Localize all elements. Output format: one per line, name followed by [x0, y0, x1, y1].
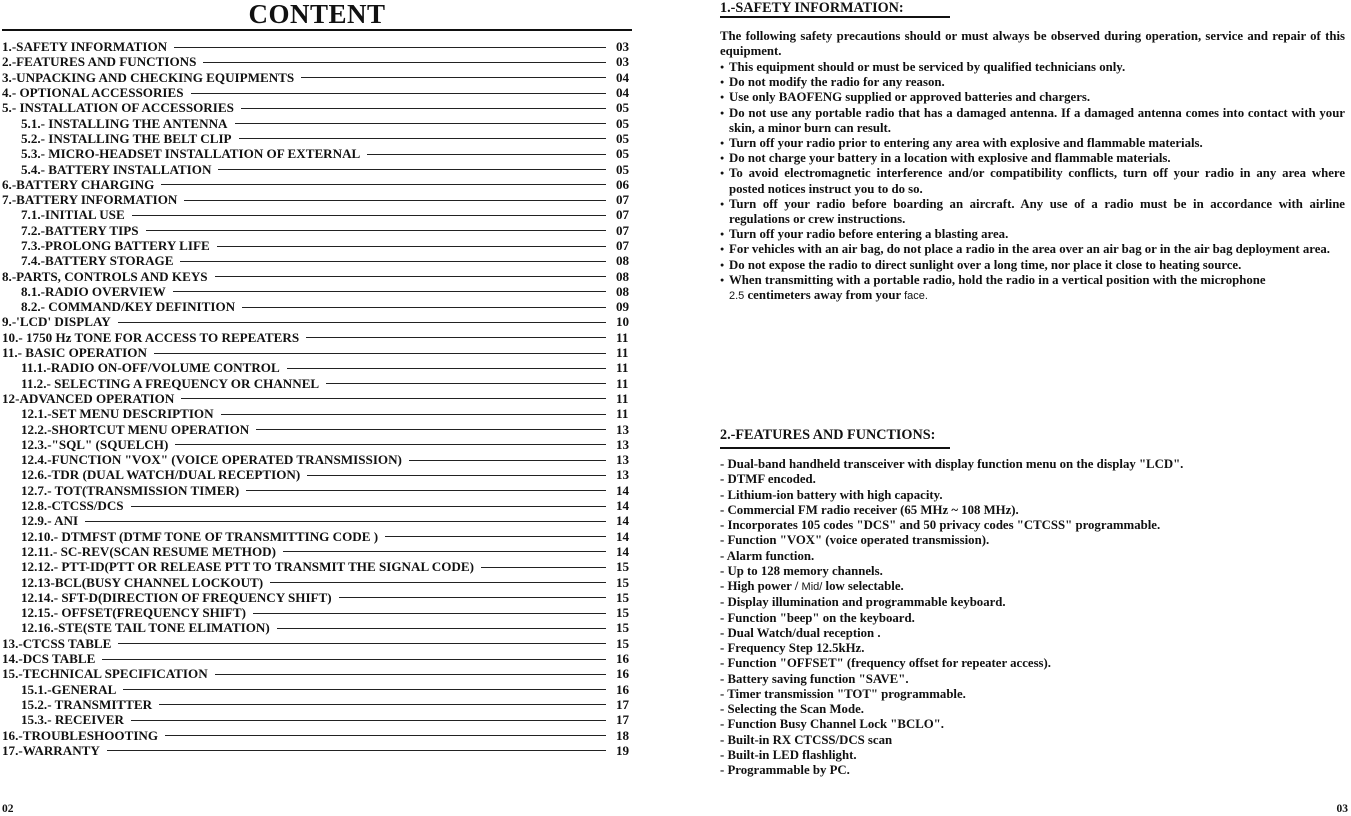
toc-entry-label: 8.1.-RADIO OVERVIEW: [21, 283, 166, 299]
toc-entry-label: 12.16.-STE(STE TAIL TONE ELIMATION): [21, 620, 270, 636]
feature-item: - Programmable by PC.: [720, 763, 850, 777]
safety-section-title: 1.-SAFETY INFORMATION:: [720, 0, 904, 16]
toc-entry: [2, 513, 638, 528]
toc-leader-line: [241, 108, 606, 109]
feature-item: - Dual Watch/dual reception .: [720, 625, 881, 640]
right-page-number: 03: [1336, 803, 1348, 815]
toc-leader-line: [184, 200, 606, 201]
toc-entry-page: 19: [616, 742, 630, 758]
toc-leader-line: [215, 276, 606, 277]
toc-entry: [2, 651, 638, 666]
toc-leader-line: [270, 582, 606, 583]
toc-entry-page: 07: [616, 192, 630, 208]
toc-entry-label: 7.1.-INITIAL USE: [21, 207, 125, 223]
toc-entry: [2, 376, 638, 391]
toc-entry-page: 14: [616, 482, 630, 498]
toc-entry: [2, 131, 638, 146]
toc-entry: [2, 177, 638, 192]
toc-entry-page: 05: [616, 115, 630, 131]
feature-item: - Function "VOX" (voice operated transmission).: [720, 533, 990, 548]
toc-entry: [2, 712, 638, 727]
toc-entry-page: 15: [616, 559, 630, 575]
toc-entry-label: 15.3.- RECEIVER: [21, 712, 124, 728]
toc-entry-page: 17: [616, 696, 630, 712]
toc-entry: [2, 146, 638, 161]
toc-entry-page: 07: [616, 222, 630, 238]
toc-entry-label: 12-ADVANCED OPERATION: [2, 390, 175, 406]
toc-leader-line: [246, 490, 606, 491]
toc-entry-label: 12.10.- DTMFST (DTMF TONE OF TRANSMITTING CODE ): [21, 528, 379, 544]
toc-entry: [2, 636, 638, 651]
toc-entry-label: 13.-CTCSS TABLE: [2, 635, 112, 651]
toc-entry-label: 7.3.-PROLONG BATTERY LIFE: [21, 238, 210, 253]
toc-entry: [2, 727, 638, 742]
toc-entry-label: 4.- OPTIONAL ACCESSORIES: [2, 85, 184, 101]
safety-distance: 2.5: [729, 290, 745, 303]
toc-entry-label: 5.- INSTALLATION OF ACCESSORIES: [2, 100, 234, 116]
left-page: [0, 0, 660, 816]
safety-item: ● Turn off your radio before boarding an aircraft. Any use of a radio must be in accordance with airline regulations or crew instructions.: [720, 197, 1345, 227]
safety-title-rule: [720, 16, 950, 18]
safety-item: [720, 273, 1345, 304]
feature-item: - Function "OFFSET" (frequency offset for repeater access).: [720, 656, 1051, 671]
toc-entry: [2, 238, 638, 253]
feature-item: - Commercial FM radio receiver (65 MHz ~ 108 MHz).: [720, 502, 1019, 517]
safety-item: ● Do not modify the radio for any reason.: [720, 75, 1345, 90]
toc-entry-page: 13: [616, 467, 630, 483]
toc-entry-page: 05: [616, 130, 630, 146]
toc-leader-line: [283, 551, 606, 552]
toc-entry-label: 6.-BATTERY CHARGING: [2, 176, 155, 192]
toc-entry-page: 05: [616, 146, 630, 162]
safety-item: ● Turn off your radio before entering a blasting area.: [720, 227, 1345, 242]
safety-item: ● Turn off your radio prior to entering any area with explosive and flammable materials.: [720, 136, 1345, 151]
safety-item: ● Do not expose the radio to direct sunlight over a long time, nor place it close to heating source.: [720, 258, 1345, 273]
safety-item-text: When transmitting with a portable radio, hold the radio in a vertical position with the microphone: [729, 272, 1266, 287]
toc-entry: [2, 498, 638, 513]
toc-leader-line: [287, 368, 606, 369]
toc-entry: [2, 223, 638, 238]
safety-list: [720, 60, 1345, 304]
toc-leader-line: [118, 322, 606, 323]
toc-entry-label: 12.1.-SET MENU DESCRIPTION: [21, 406, 214, 422]
toc-entry-page: 05: [616, 100, 630, 116]
toc-entry-label: 2.-FEATURES AND FUNCTIONS: [2, 54, 197, 70]
toc-entry-label: 5.2.- INSTALLING THE BELT CLIP: [21, 130, 232, 146]
toc-leader-line: [277, 628, 606, 629]
toc-entry: [2, 70, 638, 85]
toc-entry: [2, 421, 638, 436]
toc-entry-page: 14: [616, 513, 630, 529]
safety-item: ● Do not charge your battery in a location with explosive and flammable materials.: [720, 151, 1345, 166]
toc-title: CONTENT: [248, 0, 386, 29]
toc-leader-line: [409, 460, 606, 461]
toc-leader-line: [181, 398, 606, 399]
toc-entry-page: 14: [616, 543, 630, 559]
feature-item: - Dual-band handheld transceiver with display function menu on the display "LCD".: [720, 457, 1184, 471]
toc-entry-label: 7.-BATTERY INFORMATION: [2, 192, 178, 208]
toc-leader-line: [301, 77, 606, 78]
toc-leader-line: [256, 429, 606, 430]
toc-leader-line: [339, 597, 606, 598]
toc-entry-page: 18: [616, 727, 630, 743]
toc-entry-page: 11: [616, 406, 629, 422]
safety-item: ● For vehicles with an air bag, do not place a radio in the area over an air bag or in the air bag deployment area.: [720, 242, 1345, 257]
feature-item-text: low selectable.: [822, 579, 904, 593]
toc-entry: [2, 207, 638, 222]
toc-entry: [2, 54, 638, 69]
toc-title-rule: [2, 29, 632, 31]
toc-entry-page: 07: [616, 207, 630, 223]
toc-entry-page: 15: [616, 574, 630, 590]
toc-entry: [2, 467, 638, 482]
toc-entry: [2, 559, 638, 574]
toc-entry-page: 15: [616, 589, 630, 605]
toc-leader-line: [161, 184, 606, 185]
toc-entry: [2, 192, 638, 207]
toc-leader-line: [174, 47, 606, 48]
toc-entry: [2, 161, 638, 176]
toc-entry: [2, 605, 638, 620]
toc-leader-line: [235, 123, 606, 124]
toc-entry-page: 03: [616, 39, 630, 55]
toc-entry-page: 11: [616, 360, 629, 376]
toc-leader-line: [242, 307, 606, 308]
toc-leader-line: [165, 735, 606, 736]
toc-entry: [2, 314, 638, 329]
toc-entry: [2, 574, 638, 589]
toc-entry: [2, 697, 638, 712]
feature-item: - Selecting the Scan Mode.: [720, 702, 864, 716]
toc-entry-page: 17: [616, 712, 630, 728]
toc-entry: [2, 681, 638, 696]
safety-item: ● This equipment should or must be serviced by qualified technicians only.: [720, 60, 1345, 75]
table-of-contents: [2, 39, 638, 758]
toc-entry-page: 06: [616, 176, 630, 192]
toc-entry-label: 7.4.-BATTERY STORAGE: [21, 253, 174, 269]
safety-item-text: centimeters away from your: [744, 288, 905, 303]
toc-entry-page: 13: [616, 421, 630, 437]
toc-entry-label: 12.12.- PTT-ID(PTT OR RELEASE PTT TO TRANSMIT THE SIGNAL CODE): [21, 559, 474, 575]
feature-item: - DTMF encoded.: [720, 472, 816, 487]
toc-leader-line: [146, 230, 606, 231]
safety-item: ● Use only BAOFENG supplied or approved batteries and chargers.: [720, 90, 1345, 105]
toc-entry-page: 04: [616, 69, 630, 85]
toc-entry-label: 12.4.-FUNCTION "VOX" (VOICE OPERATED TRANSMISSION): [21, 452, 402, 468]
toc-entry-label: 11.1.-RADIO ON-OFF/VOLUME CONTROL: [21, 360, 280, 376]
toc-leader-line: [180, 261, 606, 262]
toc-entry-page: 14: [616, 528, 630, 544]
safety-item: ● Do not use any portable radio that has a damaged antenna. If a damaged antenna comes into contact with your skin, a minor burn can result.: [720, 106, 1345, 136]
feature-item: - Up to 128 memory channels.: [720, 563, 883, 578]
toc-leader-line: [218, 169, 606, 170]
toc-leader-line: [131, 720, 606, 721]
toc-entry-label: 12.7.- TOT(TRANSMISSION TIMER): [21, 482, 240, 498]
toc-leader-line: [221, 414, 606, 415]
toc-entry-label: 17.-WARRANTY: [2, 742, 100, 758]
toc-leader-line: [367, 154, 606, 155]
feature-item: - Lithium-ion battery with high capacity.: [720, 487, 943, 502]
toc-entry: [2, 406, 638, 421]
toc-entry: [2, 115, 638, 130]
safety-intro: The following safety precautions should or must always be observed during operation, service and repair of this equipment.: [720, 29, 1345, 59]
feature-item: [720, 579, 1345, 595]
feature-item: - Function Busy Channel Lock "BCLO".: [720, 717, 944, 732]
feature-item: - Display illumination and programmable keyboard.: [720, 595, 1006, 610]
toc-leader-line: [326, 383, 606, 384]
toc-entry: [2, 299, 638, 314]
toc-leader-line: [203, 62, 606, 63]
toc-entry-page: 10: [616, 314, 630, 330]
toc-entry-label: 12.15.- OFFSET(FREQUENCY SHIFT): [21, 605, 247, 621]
toc-leader-line: [253, 613, 606, 614]
toc-entry: [2, 529, 638, 544]
toc-entry-label: 11.2.- SELECTING A FREQUENCY OR CHANNEL: [21, 375, 320, 391]
toc-entry: [2, 544, 638, 559]
toc-entry-label: 9.-'LCD' DISPLAY: [2, 314, 111, 330]
toc-entry-label: 12.11.- SC-REV(SCAN RESUME METHOD): [21, 543, 276, 559]
toc-entry-label: 15.2.- TRANSMITTER: [21, 696, 153, 712]
toc-entry-page: 14: [616, 498, 630, 514]
toc-entry: [2, 330, 638, 345]
toc-entry-label: 5.4.- BATTERY INSTALLATION: [21, 161, 212, 177]
toc-entry-label: 12.2.-SHORTCUT MENU OPERATION: [21, 421, 250, 437]
toc-entry-label: 15.-TECHNICAL SPECIFICATION: [2, 666, 208, 682]
toc-entry-page: 03: [616, 54, 630, 70]
feature-item: - Incorporates 105 codes "DCS" and 50 privacy codes "CTCSS" programmable.: [720, 518, 1161, 532]
toc-entry-page: 15: [616, 605, 630, 621]
features-section-title: 2.-FEATURES AND FUNCTIONS:: [720, 427, 936, 443]
toc-leader-line: [173, 291, 606, 292]
toc-leader-line: [154, 353, 606, 354]
feature-item-text: - High power /: [720, 579, 802, 593]
toc-entry-page: 16: [616, 666, 630, 682]
toc-entry-label: 12.3.-"SQL" (SQUELCH): [21, 436, 169, 452]
feature-item: - Timer transmission "TOT" programmable.: [720, 686, 966, 701]
toc-entry-label: 5.3.- MICRO-HEADSET INSTALLATION OF EXTERNAL: [21, 146, 361, 162]
toc-leader-line: [131, 506, 606, 507]
toc-leader-line: [481, 567, 606, 568]
toc-entry: [2, 437, 638, 452]
toc-leader-line: [132, 215, 606, 216]
toc-entry-page: 15: [616, 635, 630, 651]
toc-leader-line: [215, 674, 606, 675]
toc-entry: [2, 360, 638, 375]
toc-entry-page: 11: [616, 329, 629, 345]
toc-entry-label: 12.9.- ANI: [21, 513, 79, 529]
toc-entry: [2, 284, 638, 299]
toc-leader-line: [191, 93, 606, 94]
feature-item: - Built-in RX CTCSS/DCS scan: [720, 732, 893, 747]
toc-entry-page: 13: [616, 452, 630, 468]
toc-entry: [2, 253, 638, 268]
toc-entry-page: 16: [616, 681, 630, 697]
toc-entry: [2, 666, 638, 681]
toc-entry-label: 8.-PARTS, CONTROLS AND KEYS: [2, 268, 208, 284]
left-page-number: 02: [2, 803, 14, 815]
toc-entry: [2, 743, 638, 758]
toc-entry-label: 11.- BASIC OPERATION: [2, 345, 147, 361]
toc-entry: [2, 391, 638, 406]
toc-entry-page: 08: [616, 253, 630, 269]
toc-entry-label: 5.1.- INSTALLING THE ANTENNA: [21, 115, 228, 131]
toc-leader-line: [102, 659, 606, 660]
toc-entry-page: 11: [616, 390, 629, 406]
toc-entry: [2, 85, 638, 100]
feature-power-mid: Mid/: [801, 581, 823, 593]
toc-leader-line: [85, 521, 606, 522]
toc-entry-page: 08: [616, 283, 630, 299]
safety-item-tail: face.: [904, 290, 928, 303]
toc-leader-line: [385, 536, 606, 537]
feature-item: - Function "beep" on the keyboard.: [720, 610, 915, 625]
toc-entry: [2, 345, 638, 360]
toc-entry: [2, 100, 638, 115]
toc-entry-label: 10.- 1750 Hz TONE FOR ACCESS TO REPEATERS: [2, 329, 300, 345]
features-list: [720, 457, 1345, 778]
toc-entry-label: 7.2.-BATTERY TIPS: [21, 222, 139, 238]
right-page: [660, 0, 1351, 816]
toc-entry-label: 12.6.-TDR (DUAL WATCH/DUAL RECEPTION): [21, 467, 301, 483]
toc-entry-page: 16: [616, 651, 630, 667]
toc-entry: [2, 39, 638, 54]
toc-leader-line: [123, 689, 606, 690]
toc-entry-page: 08: [616, 268, 630, 284]
toc-entry-label: 15.1.-GENERAL: [21, 681, 117, 697]
toc-entry-page: 11: [616, 345, 629, 361]
toc-leader-line: [239, 138, 606, 139]
toc-leader-line: [107, 750, 606, 751]
toc-leader-line: [175, 444, 606, 445]
toc-entry: [2, 452, 638, 467]
toc-entry-label: 12.13-BCL(BUSY CHANNEL LOCKOUT): [21, 574, 264, 590]
toc-entry-label: 8.2.- COMMAND/KEY DEFINITION: [21, 299, 236, 315]
toc-entry-label: 14.-DCS TABLE: [2, 651, 96, 667]
feature-item: - Built-in LED flashlight.: [720, 747, 857, 762]
toc-entry-label: 12.8.-CTCSS/DCS: [21, 498, 124, 514]
toc-entry-page: 04: [616, 85, 630, 101]
toc-leader-line: [159, 704, 606, 705]
toc-entry-label: 1.-SAFETY INFORMATION: [2, 39, 168, 55]
toc-entry: [2, 483, 638, 498]
feature-item: - Alarm function.: [720, 548, 815, 563]
toc-entry-page: 13: [616, 436, 630, 452]
toc-entry-page: 07: [616, 238, 630, 253]
toc-leader-line: [118, 643, 606, 644]
features-title-rule: [720, 447, 950, 449]
toc-entry-page: 09: [616, 299, 630, 315]
toc-leader-line: [307, 475, 606, 476]
toc-entry-page: 05: [616, 161, 630, 177]
toc-entry-page: 11: [616, 375, 629, 391]
toc-entry-label: 3.-UNPACKING AND CHECKING EQUIPMENTS: [2, 69, 295, 85]
toc-entry: [2, 620, 638, 635]
toc-entry: [2, 268, 638, 283]
toc-entry: [2, 590, 638, 605]
toc-leader-line: [217, 246, 606, 247]
toc-leader-line: [306, 337, 606, 338]
toc-entry-page: 15: [616, 620, 630, 636]
feature-item: - Battery saving function "SAVE".: [720, 671, 909, 686]
feature-item: - Frequency Step 12.5kHz.: [720, 641, 865, 655]
toc-entry-label: 16.-TROUBLESHOOTING: [2, 727, 159, 743]
safety-item: ● To avoid electromagnetic interference and/or compatibility conflicts, turn off your radio in any area where posted notices instruct you to do so.: [720, 166, 1345, 196]
toc-entry-label: 12.14.- SFT-D(DIRECTION OF FREQUENCY SHIFT): [21, 589, 332, 605]
